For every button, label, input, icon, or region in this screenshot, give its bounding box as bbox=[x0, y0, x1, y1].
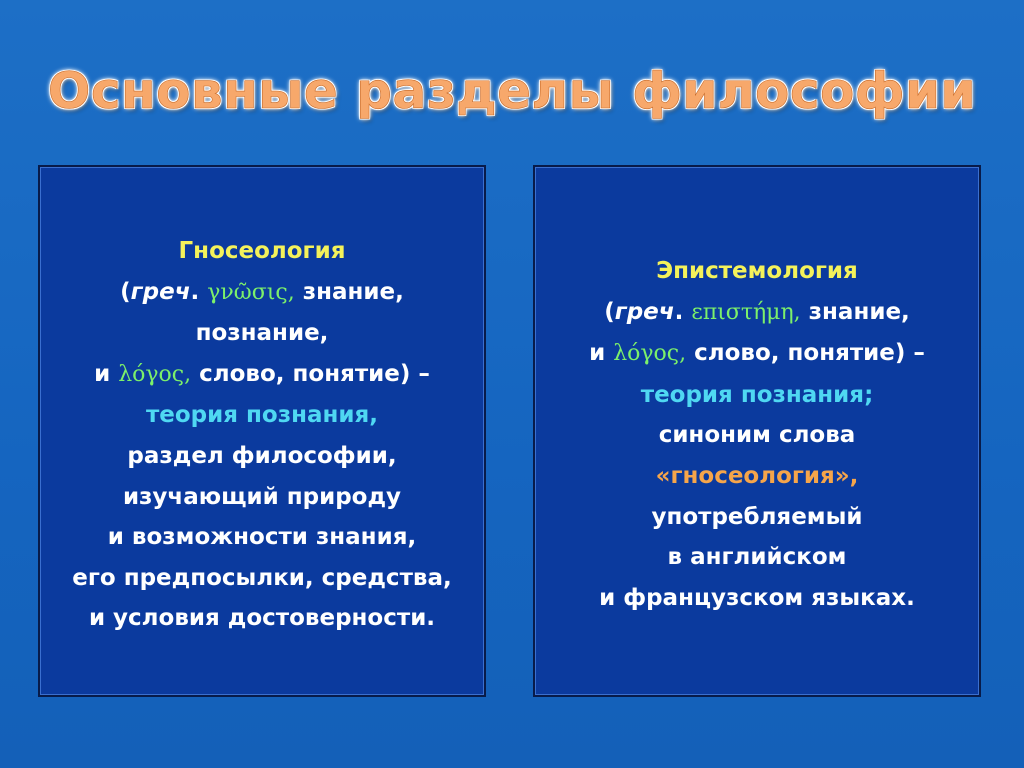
open-paren: ( bbox=[120, 278, 131, 305]
gnoseology-definition: теория познания, bbox=[145, 402, 379, 429]
open-paren: ( bbox=[604, 298, 615, 325]
epistemology-term: Эпистемология bbox=[656, 258, 858, 284]
gnoseology-etymology-line-3 bbox=[40, 354, 484, 396]
epistemology-text-line: в английском bbox=[667, 544, 847, 571]
epistemology-box bbox=[533, 165, 981, 697]
gnoseology-text-line: его предпосылки, средства, bbox=[72, 564, 452, 591]
greek-word-episteme: επιστήμη, bbox=[691, 299, 801, 325]
and-word: и bbox=[94, 360, 119, 387]
greek-word-logos: λόγος, bbox=[118, 361, 192, 387]
greek-word-logos: λόγος, bbox=[613, 341, 687, 367]
epistemology-etymology-line-1 bbox=[535, 292, 979, 334]
slide-title: Основные разделы философии bbox=[47, 62, 977, 120]
gnoseology-box bbox=[38, 165, 486, 697]
epistemology-synonym-term: «гносеология», bbox=[655, 462, 859, 489]
gnoseology-term: Гносеология bbox=[178, 238, 346, 264]
and-word: и bbox=[589, 340, 614, 367]
meaning-word-concept: слово, понятие) – bbox=[686, 340, 925, 367]
epistemology-definition: теория познания; bbox=[640, 381, 874, 408]
gnoseology-text-line: и возможности знания, bbox=[107, 524, 417, 551]
greek-word-gnosis: γνῶσις, bbox=[207, 279, 295, 305]
gnoseology-text-line: раздел философии, bbox=[127, 442, 397, 469]
epistemology-etymology-line-2 bbox=[535, 333, 979, 375]
gnoseology-etymology-line-2: познание, bbox=[195, 320, 329, 347]
epistemology-text-line: и французском языках. bbox=[599, 584, 915, 611]
dot: . bbox=[674, 298, 692, 325]
meaning-word-concept: слово, понятие) – bbox=[191, 360, 430, 387]
meaning-knowledge: знание, bbox=[800, 298, 910, 325]
dot: . bbox=[190, 278, 208, 305]
gnoseology-etymology-line-1 bbox=[40, 272, 484, 314]
gnoseology-text-line: и условия достоверности. bbox=[88, 605, 436, 632]
meaning-knowledge: знание, bbox=[294, 278, 404, 305]
greek-label: греч bbox=[130, 278, 191, 305]
greek-label: греч bbox=[614, 298, 675, 325]
epistemology-synonym-line: синоним слова bbox=[658, 422, 856, 449]
gnoseology-text-line: изучающий природу bbox=[122, 483, 402, 510]
epistemology-text-line: употребляемый bbox=[651, 503, 863, 530]
